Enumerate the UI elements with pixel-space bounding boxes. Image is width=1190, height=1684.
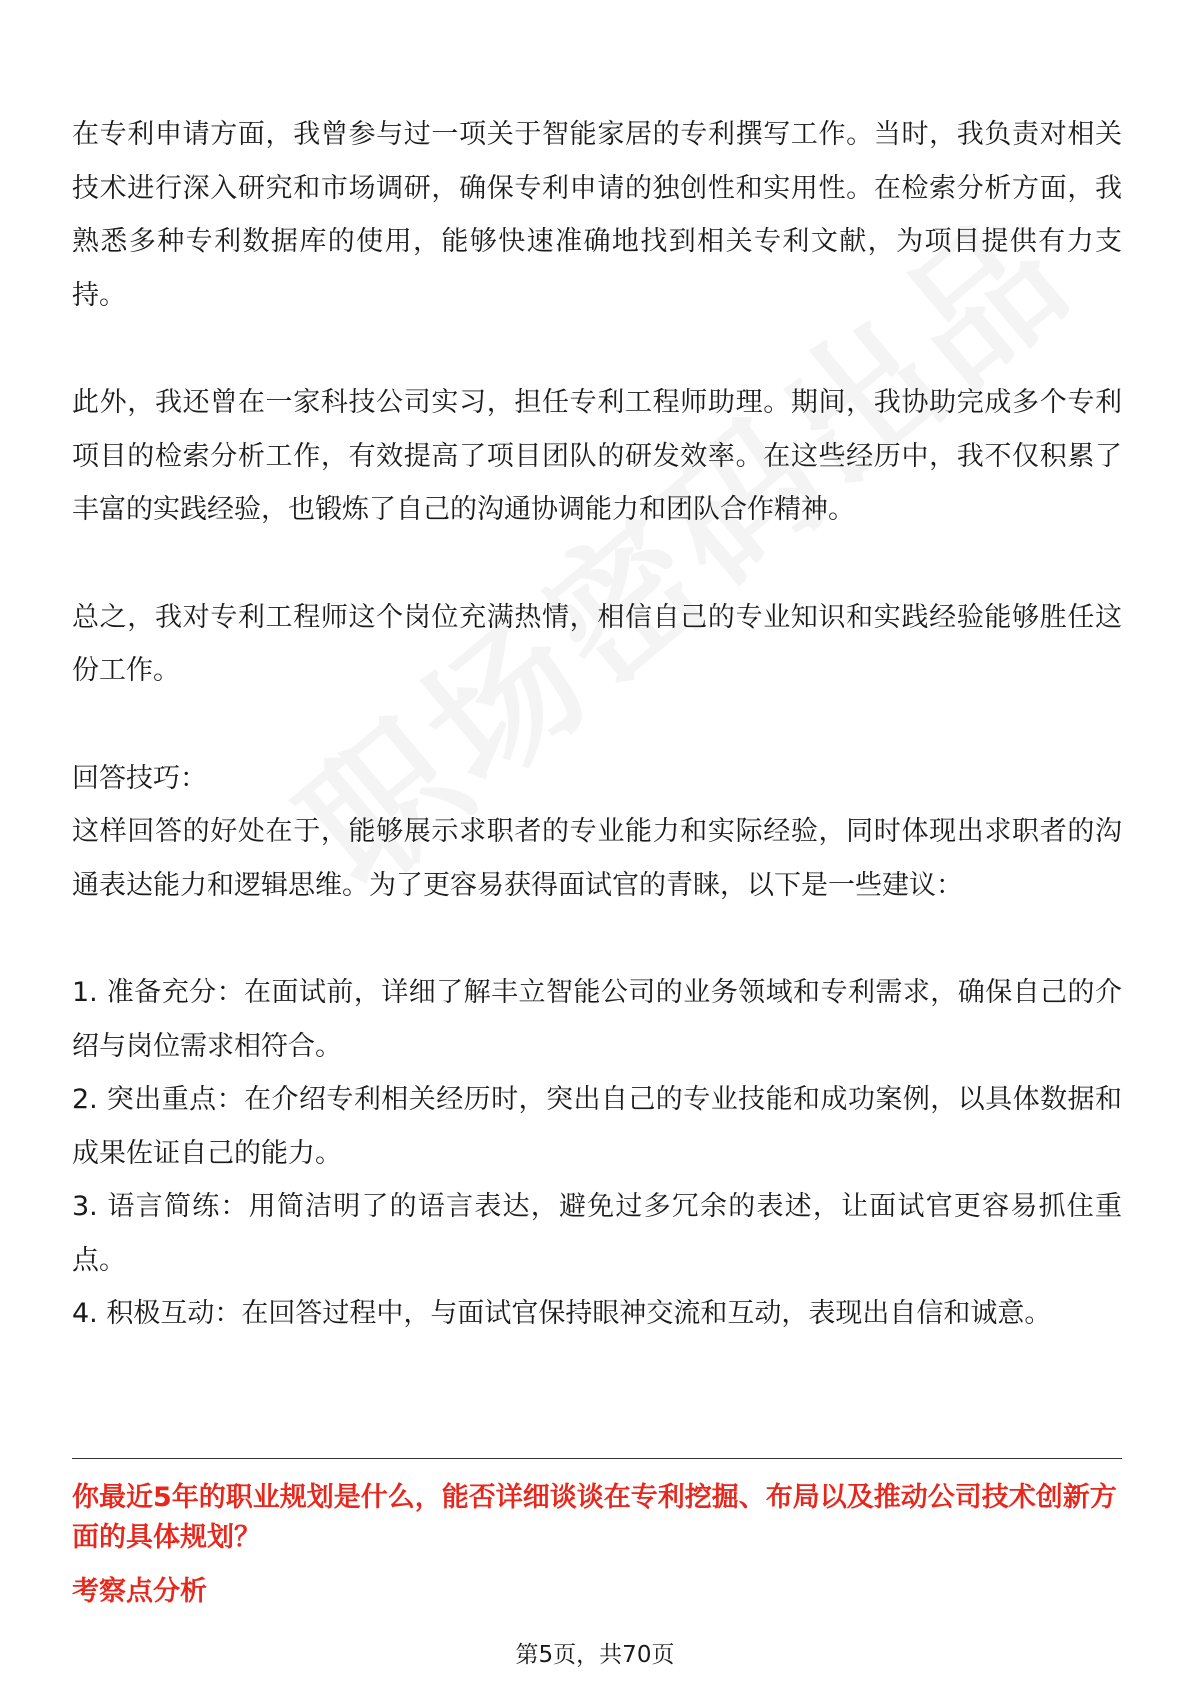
tip-item-interact: 4. 积极互动：在回答过程中，与面试官保持眼神交流和互动，表现出自信和诚意。 xyxy=(72,1298,1052,1329)
next-question: 你最近5年的职业规划是什么，能否详细谈谈在专利挖掘、布局以及推动公司技术创新方面的具体规划？ xyxy=(72,1482,1117,1553)
document-body xyxy=(72,108,1122,1341)
tip-item-concise: 3. 语言简练：用简洁明了的语言表达，避免过多冗余的表述，让面试官更容易抓住重点。 xyxy=(72,1191,1122,1276)
tip-item-prepare: 1. 准备充分：在面试前，详细了解丰立智能公司的业务领域和专利需求，确保自己的介绍与岗位需求相符合。 xyxy=(72,977,1122,1062)
tips-heading: 回答技巧： xyxy=(72,762,207,794)
paragraph-patent-experience: 在专利申请方面，我曾参与过一项关于智能家居的专利撰写工作。当时，我负责对相关技术进行深入研究和市场调研，确保专利申请的独创性和实用性。在检索分析方面，我熟悉多种专利数据库的使用，能够快速准确地找到相关专利文献，为项目提供有力支持。 xyxy=(72,119,1122,311)
tips-intro: 这样回答的好处在于，能够展示求职者的专业能力和实际经验，同时体现出求职者的沟通表达能力和逻辑思维。为了更容易获得面试官的青睐，以下是一些建议： xyxy=(72,816,1122,901)
paragraph-internship: 此外，我还曾在一家科技公司实习，担任专利工程师助理。期间，我协助完成多个专利项目的检索分析工作，有效提高了项目团队的研发效率。在这些经历中，我不仅积累了丰富的实践经验，也锻炼了自己的沟通协调能力和团队合作精神。 xyxy=(72,387,1122,525)
tip-item-highlight: 2. 突出重点：在介绍专利相关经历时，突出自己的专业技能和成功案例，以具体数据和成果佐证自己的能力。 xyxy=(72,1084,1122,1169)
page-footer: 第5页，共70页 xyxy=(515,1642,675,1668)
analysis-section-title: 考察点分析 xyxy=(72,1576,207,1607)
section-divider xyxy=(72,1458,1122,1459)
paragraph-summary: 总之，我对专利工程师这个岗位充满热情，相信自己的专业知识和实践经验能够胜任这份工作。 xyxy=(72,601,1122,686)
